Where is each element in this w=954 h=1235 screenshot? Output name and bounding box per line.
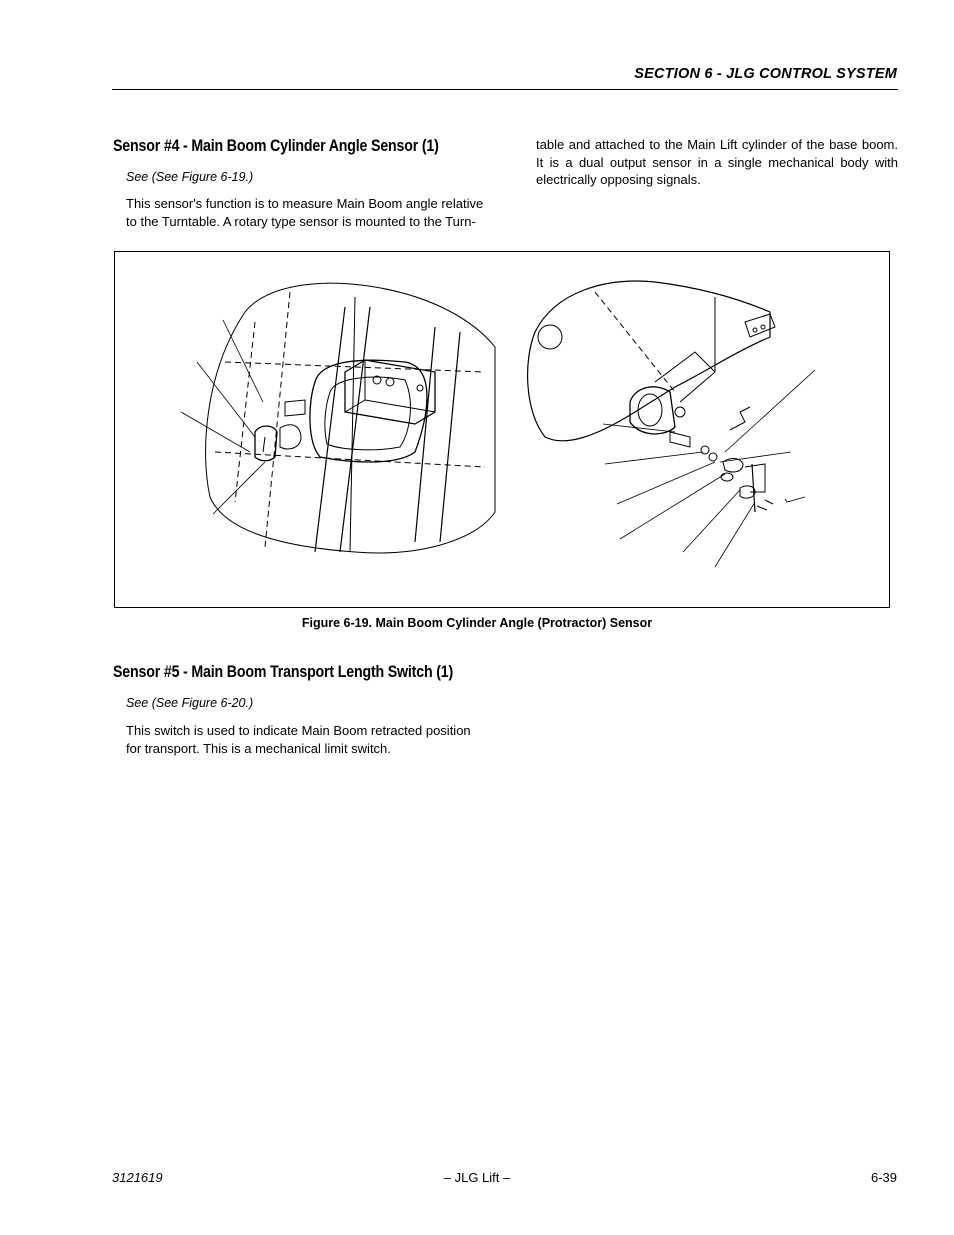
sensor4-body-line: This sensor's function is to measure Main Boom angle relative [126,196,484,211]
footer-doc-number: 3121619 [112,1170,163,1185]
sensor5-see-ref: See (See Figure 6-20.) [126,696,254,710]
sensor4-body [126,195,492,230]
section-header: SECTION 6 - JLG CONTROL SYSTEM [634,66,897,82]
sensor5-body-line: for transport. This is a mechanical limit switch. [126,740,391,756]
sensor-illustration [115,252,891,609]
sensor4-body-line: to the Turntable. A rotary type sensor is mounted to the Turn- [126,213,476,229]
figure-6-19 [114,251,890,608]
sensor4-body-cont-line: It is a dual output sensor in a single mechanical body with [536,154,898,170]
footer-center: – JLG Lift – [443,1170,511,1185]
figure-caption: Figure 6-19. Main Boom Cylinder Angle (Protractor) Sensor [301,616,653,630]
footer-page-number: 6-39 [870,1170,897,1185]
header-rule [112,89,898,90]
sensor4-body-cont-line: electrically opposing signals. [536,172,701,187]
sensor4-heading: Sensor #4 - Main Boom Cylinder Angle Sensor (1) [113,137,439,155]
right-view-drawing [528,281,815,567]
left-view-drawing [181,283,495,553]
sensor4-body-cont-line: table and attached to the Main Lift cylinder of the base boom. [536,137,898,152]
sensor5-heading: Sensor #5 - Main Boom Transport Length Switch (1) [113,663,454,681]
sensor4-body-continued [536,136,898,189]
sensor4-see-ref: See (See Figure 6-19.) [126,170,254,184]
sensor5-body [126,722,496,757]
sensor5-body-line: This switch is used to indicate Main Boom retracted position [126,723,471,738]
